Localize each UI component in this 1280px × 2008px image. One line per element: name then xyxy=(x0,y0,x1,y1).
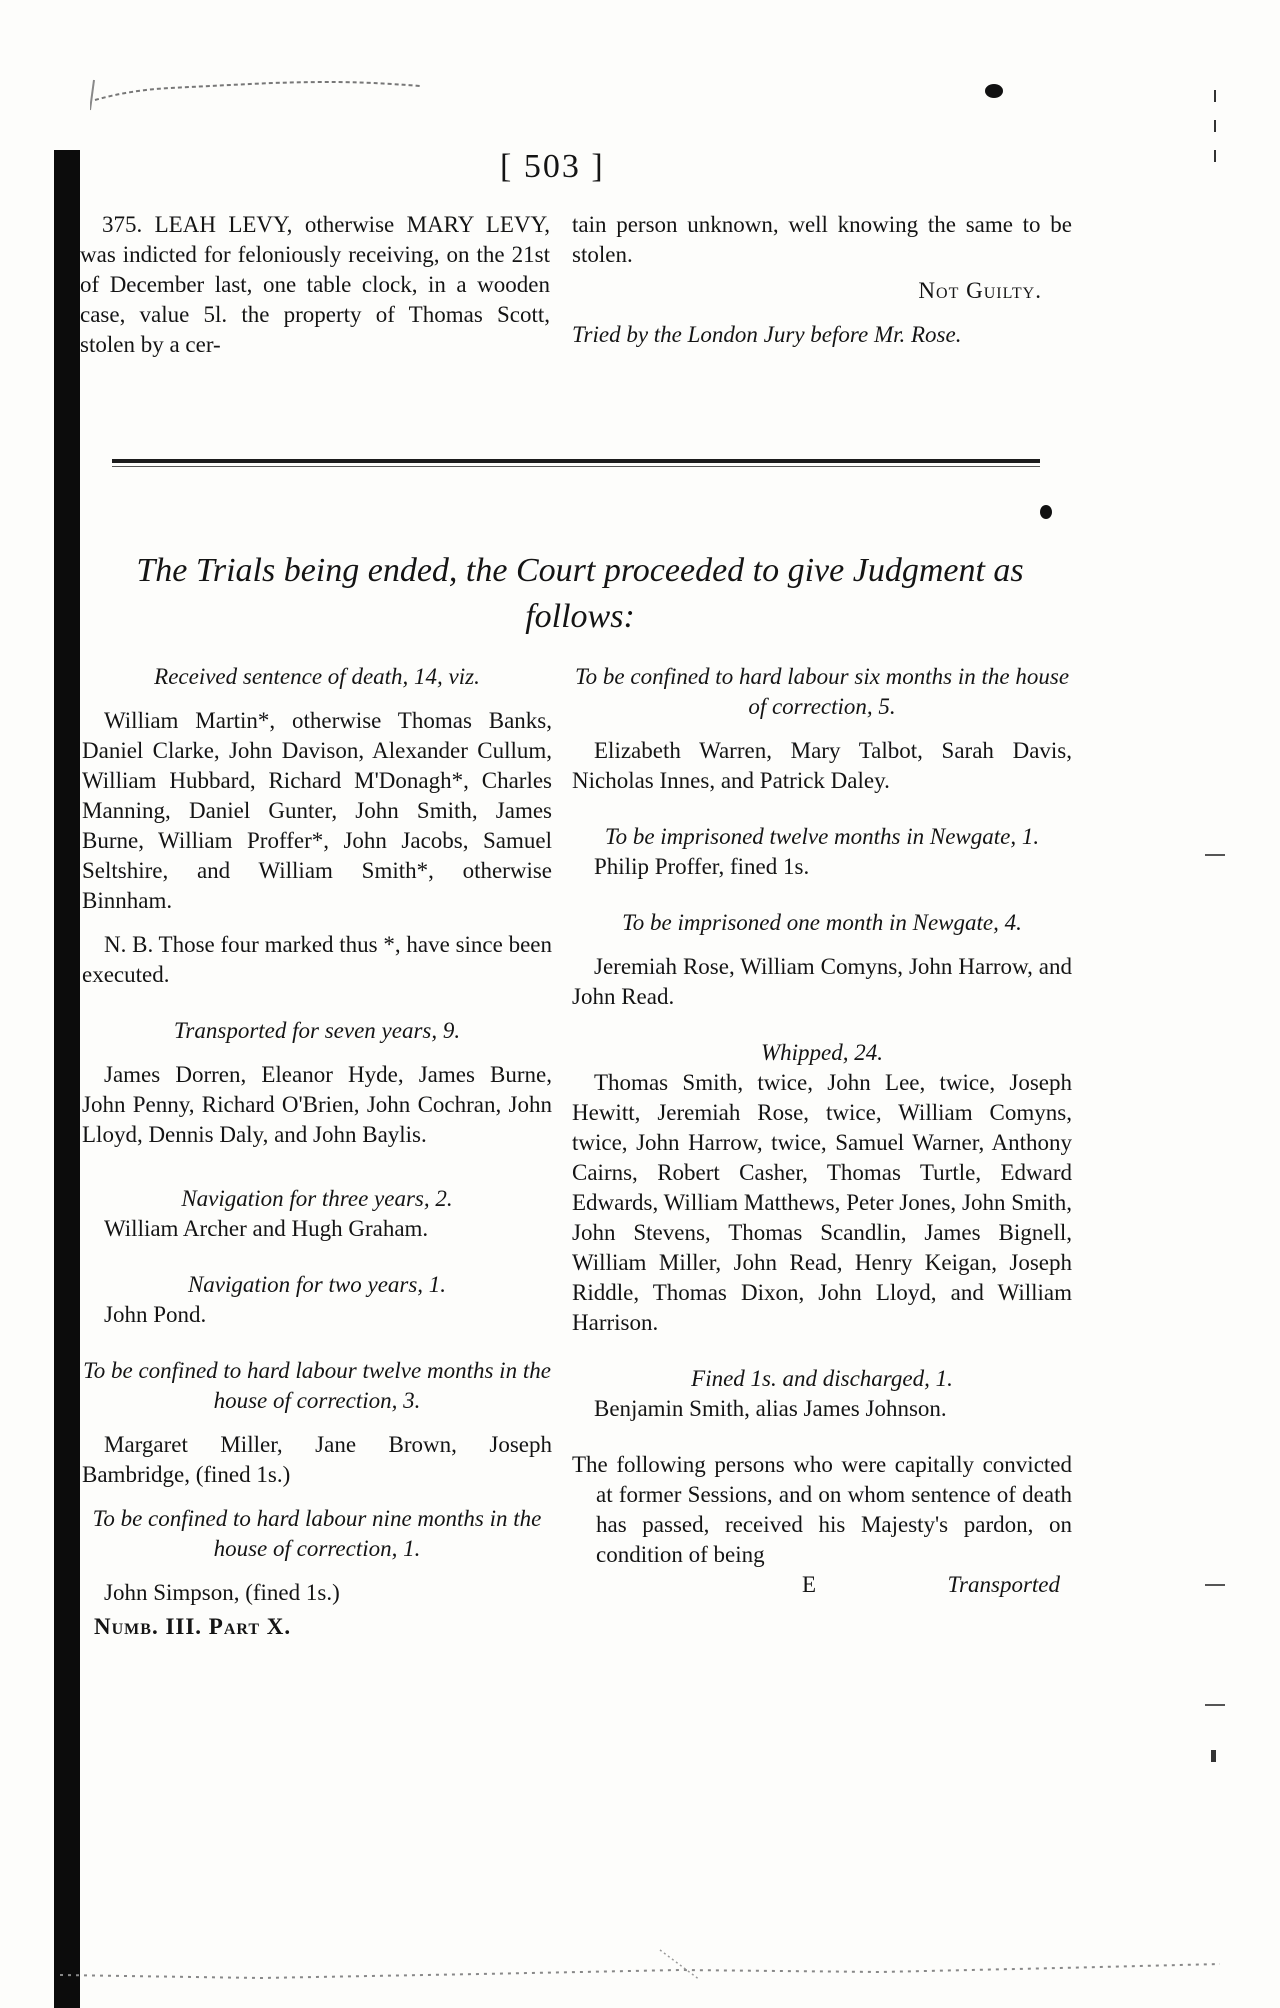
section-rule xyxy=(112,459,1040,463)
section-body: William Archer and Hugh Graham. xyxy=(104,1216,429,1241)
section-heading: To be imprisoned one month in Newgate, 4. xyxy=(622,910,1022,935)
section-body: James Dorren, Eleanor Hyde, James Burne, John Penny, Richard O'Brien, John Cochran, John Lloyd, Dennis Daly, and John Baylis. xyxy=(82,1062,552,1147)
scan-noise-top xyxy=(90,70,510,120)
ink-blot xyxy=(985,84,1003,98)
trial-indictment: 375. LEAH LEVY, otherwise MARY LEVY, was indicted for feloniously receiving, on the 21st of December last, one table clock, in a wooden case, value 5l. the property of Thomas Scott, stolen by a cer- xyxy=(80,212,550,357)
trial-record-right xyxy=(572,210,1072,350)
signature-mark: E xyxy=(802,1572,817,1597)
tried-by: Tried by the London Jury before Mr. Rose. xyxy=(572,322,962,347)
verdict: Not Guilty. xyxy=(918,278,1042,303)
trial-record-left xyxy=(80,210,550,360)
catchword: Transported xyxy=(947,1572,1060,1597)
section-body: Margaret Miller, Jane Brown, Joseph Bambridge, (fined 1s.) xyxy=(82,1432,552,1487)
ink-blot xyxy=(1040,505,1052,519)
section-heading: To be confined to hard labour nine months in the house of correction, 1. xyxy=(92,1506,542,1561)
section-heading: Fined 1s. and discharged, 1. xyxy=(691,1366,953,1391)
section-heading: Transported for seven years, 9. xyxy=(173,1018,461,1043)
section-rule-thin xyxy=(112,466,1040,467)
section-body: John Simpson, (fined 1s.) xyxy=(104,1580,340,1605)
scan-edge-shadow xyxy=(54,150,80,2008)
section-body: Philip Proffer, fined 1s. xyxy=(594,854,810,879)
section-body: John Pond. xyxy=(104,1302,207,1327)
sentences-left-column xyxy=(82,662,552,1642)
scan-noise-bottom xyxy=(60,1940,1220,2000)
section-heading: Navigation for three years, 2. xyxy=(181,1186,453,1211)
section-body: Benjamin Smith, alias James Johnson. xyxy=(594,1396,947,1421)
footer-signature-left: Numb. III. Part X. xyxy=(94,1614,292,1639)
section-body: William Martin*, otherwise Thomas Banks, Daniel Clarke, John Davison, Alexander Cullum, William Hubbard, Richard M'Donagh*, Charles Manning, Daniel Gunter, John Smith, James Burne, William Proffer*, John Jacobs, Samuel Seltshire, and William Smith*, otherwise Binnham. xyxy=(82,708,552,913)
section-heading: To be imprisoned twelve months in Newgate, 1. xyxy=(604,824,1040,849)
section-body: Elizabeth Warren, Mary Talbot, Sarah Davis, Nicholas Innes, and Patrick Daley. xyxy=(572,738,1072,793)
page-footer xyxy=(572,1570,1072,1600)
scan-noise-right xyxy=(1205,90,1225,1950)
section-body: Thomas Smith, twice, John Lee, twice, Joseph Hewitt, Jeremiah Rose, twice, William Comyns, twice, John Harrow, twice, Samuel Warner, Anthony Cairns, Robert Casher, Thomas Turtle, Edward Edwards, William Matthews, Peter Jones, John Smith, John Stevens, Thomas Scandlin, James Bignell, William Miller, John Read, Henry Keigan, Joseph Riddle, Thomas Dixon, John Lloyd, and William Harrison. xyxy=(572,1070,1072,1335)
section-heading: Navigation for two years, 1. xyxy=(187,1272,447,1297)
trial-continuation: tain person unknown, well knowing the same to be stolen. xyxy=(572,212,1072,267)
section-heading: To be confined to hard labour twelve months in the house of correction, 3. xyxy=(83,1358,551,1413)
section-heading: Received sentence of death, 14, viz. xyxy=(154,664,480,689)
pardon-paragraph: The following persons who were capitally convicted at former Sessions, and on whom sentence of death has passed, received his Majesty's pardon, on condition of being xyxy=(572,1452,1072,1567)
section-body: Jeremiah Rose, William Comyns, John Harrow, and John Read. xyxy=(572,954,1072,1009)
sentences-right-column xyxy=(572,662,1072,1600)
judgment-heading: The Trials being ended, the Court proceeded to give Judgment as follows: xyxy=(136,552,1024,635)
section-heading: Whipped, 24. xyxy=(760,1040,883,1065)
page-number: [ 503 ] xyxy=(500,148,605,185)
nota-bene: N. B. Those four marked thus *, have since been executed. xyxy=(82,932,552,987)
section-heading: To be confined to hard labour six months in the house of correction, 5. xyxy=(574,664,1070,719)
